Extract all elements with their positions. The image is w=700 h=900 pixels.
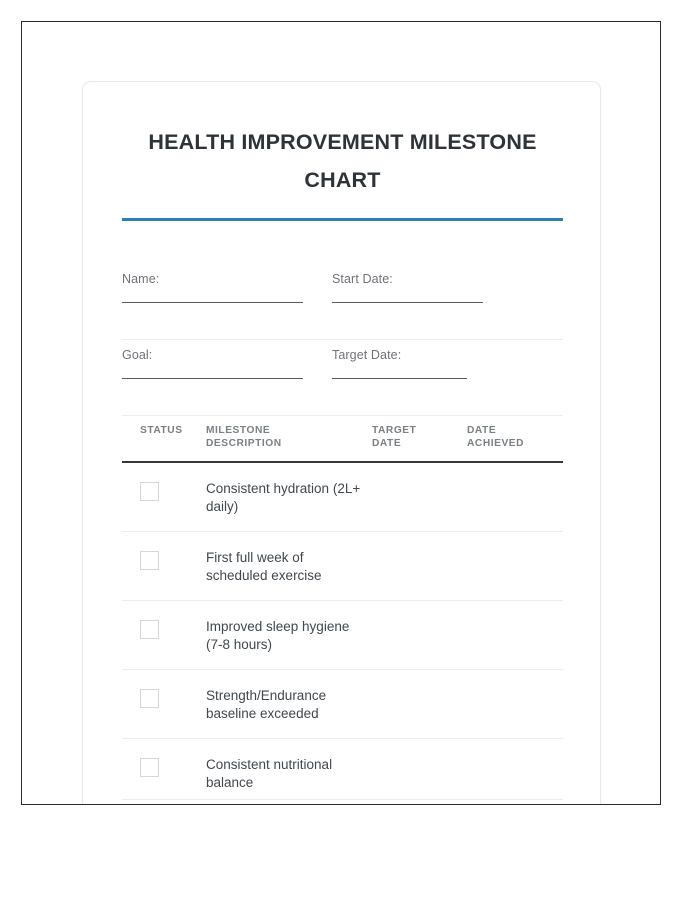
meta-field-start-date[interactable] xyxy=(332,264,563,340)
date-achieved-cell[interactable] xyxy=(467,670,563,739)
milestone-description-text: Improved sleep hygiene (7-8 hours) xyxy=(206,619,350,652)
meta-row-goal xyxy=(122,340,563,416)
goal-writein-line[interactable] xyxy=(122,378,303,379)
date-achieved-cell[interactable] xyxy=(467,532,563,601)
column-header-status xyxy=(122,416,206,462)
status-checkbox[interactable] xyxy=(140,482,159,501)
milestone-description-cell xyxy=(206,739,372,800)
column-header-status-line1: STATUS xyxy=(140,425,183,436)
meta-row-name xyxy=(122,264,563,340)
status-checkbox[interactable] xyxy=(140,620,159,639)
target-date-cell[interactable] xyxy=(372,532,467,601)
meta-field-name[interactable] xyxy=(122,264,332,340)
start-date-label: Start Date: xyxy=(332,272,393,286)
meta-fields xyxy=(122,264,563,416)
column-header-desc-line1: MILESTONE xyxy=(206,425,271,436)
table-row xyxy=(122,739,563,800)
table-row xyxy=(122,670,563,739)
goal-label: Goal: xyxy=(122,348,153,362)
milestone-description-text: Strength/Endurance baseline exceeded xyxy=(206,688,327,721)
table-row xyxy=(122,462,563,532)
column-header-target-line1: TARGET xyxy=(372,425,417,436)
column-header-achieved-line1: DATE xyxy=(467,425,497,436)
status-checkbox[interactable] xyxy=(140,551,159,570)
page-frame xyxy=(21,21,661,805)
date-achieved-cell[interactable] xyxy=(467,739,563,800)
target-date-cell[interactable] xyxy=(372,670,467,739)
milestone-description-cell xyxy=(206,670,372,739)
milestone-table xyxy=(122,416,563,800)
table-row xyxy=(122,532,563,601)
name-writein-line[interactable] xyxy=(122,302,303,303)
column-header-desc-line2: DESCRIPTION xyxy=(206,438,282,449)
status-checkbox[interactable] xyxy=(140,689,159,708)
date-achieved-cell[interactable] xyxy=(467,601,563,670)
column-header-target-date xyxy=(372,416,467,462)
meta-field-goal[interactable] xyxy=(122,340,332,416)
start-date-writein-line[interactable] xyxy=(332,302,483,303)
target-date-cell[interactable] xyxy=(372,462,467,532)
milestone-description-text: Consistent nutritional balance xyxy=(206,757,333,790)
column-header-target-line2: DATE xyxy=(372,438,402,449)
status-cell xyxy=(122,670,206,739)
title-divider xyxy=(122,218,563,221)
milestone-description-text: First full week of scheduled exercise xyxy=(206,550,322,583)
status-cell xyxy=(122,739,206,800)
target-date-cell[interactable] xyxy=(372,601,467,670)
target-date-label: Target Date: xyxy=(332,348,402,362)
date-achieved-cell[interactable] xyxy=(467,462,563,532)
target-date-writein-line[interactable] xyxy=(332,378,467,379)
status-cell xyxy=(122,462,206,532)
column-header-milestone-description xyxy=(206,416,372,462)
page-title: HEALTH IMPROVEMENT MILESTONE CHART xyxy=(148,130,537,192)
milestone-description-cell xyxy=(206,532,372,601)
status-cell xyxy=(122,601,206,670)
status-checkbox[interactable] xyxy=(140,758,159,777)
milestone-description-cell xyxy=(206,601,372,670)
milestone-description-cell xyxy=(206,462,372,532)
meta-field-target-date[interactable] xyxy=(332,340,563,416)
table-header-row xyxy=(122,416,563,462)
table-row xyxy=(122,601,563,670)
name-label: Name: xyxy=(122,272,160,286)
milestone-description-text: Consistent hydration (2L+ daily) xyxy=(206,481,361,514)
target-date-cell[interactable] xyxy=(372,739,467,800)
document-card xyxy=(82,81,601,805)
status-cell xyxy=(122,532,206,601)
column-header-date-achieved xyxy=(467,416,563,462)
column-header-achieved-line2: ACHIEVED xyxy=(467,438,525,449)
